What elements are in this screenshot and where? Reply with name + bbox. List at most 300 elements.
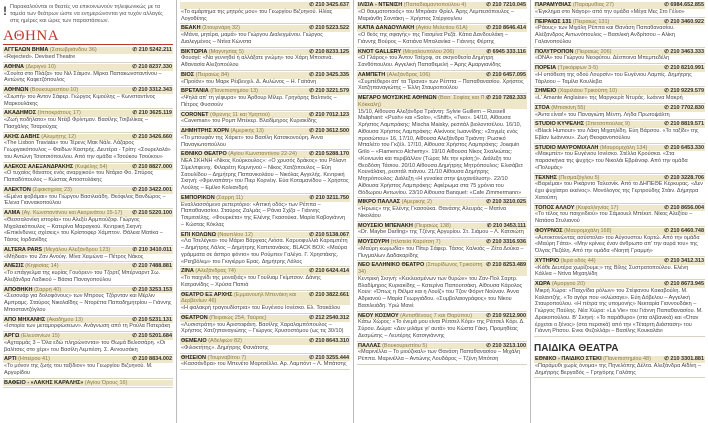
play-details: Εναλλασσόμενο ρεπερτόριο: «Αττική οδός» των Ρέππα – Παπαθανασίου. Σταύρος Ζαλμάς – Ράνια Σχίζα – Γιάννης Τσιμιτσέλης. «Φουρκέτα» της Ελένης Γκασούκα. Μαρία Καβογιάννη – Κώστας Κόκλας bbox=[181, 201, 345, 228]
theater-listing bbox=[534, 228, 705, 257]
phone-number: ✆ 210 3425.637 bbox=[309, 2, 349, 8]
listing-header bbox=[180, 88, 350, 95]
theater-listing bbox=[534, 88, 705, 104]
phone-number: ✆ 210 3253.153 bbox=[132, 286, 172, 293]
theater-name: ΒΙΟΣ bbox=[181, 71, 195, 78]
phone-number: ✆ 210 8834.002 bbox=[132, 356, 172, 363]
theater-name: ΠΟΛΥΤΡΟΠΟΝ bbox=[535, 48, 574, 55]
listing-header bbox=[3, 64, 173, 71]
theater-name: ΕΜΠΟΡΙΚΟΝ bbox=[181, 194, 215, 201]
theater-address: (Μεγαλουπόλου 206) bbox=[402, 48, 455, 55]
theater-address: (Πειραιώς 254, Ταύρος) bbox=[209, 314, 267, 321]
exclamation-icon: ! bbox=[3, 4, 7, 18]
column-2 bbox=[177, 0, 354, 423]
play-details: «Λα Τσελέγκα» του Μάριο Βάργκας Λιόσα. Καρυοφυλλιά Καραμπέτη – Δημήτρης Λάλος – Δημήτρης Καπετανάκος. BLACK BOX: «Μαύρα γράμματα σε άσπρο φόντο» του Ρούμπεν Γαλέγο. Γ. Χρηστάκης. «Ρεηβόλεμ» του Γκιγιέρμο Ερας. Δημήτρης Λάλος bbox=[181, 238, 348, 265]
theater-listing bbox=[3, 317, 173, 333]
listing-header bbox=[534, 105, 705, 112]
theater-name: KNOT GALLERY bbox=[358, 48, 402, 55]
theater-listing bbox=[534, 105, 705, 121]
play-details: «Λυσιστράτη» του Αριστοφάνη. Βασίλης Χαραλαμπόπουλος – Χρήστος Χατζηπαναγιώτης – Γιώργος Χρυσοστόμου (ως τις 30/10) bbox=[181, 321, 344, 335]
phone-number: ✆ 210 3612.500 bbox=[309, 128, 349, 134]
theater-listing bbox=[180, 292, 350, 314]
phone-number: ✆ 210 8233.125 bbox=[309, 48, 349, 55]
theater-name: ΠΑΛΛΑΣ bbox=[358, 342, 381, 349]
play-details: «Το μόνον της ζωής του ταξίδιον» του Γεωργίου Βιζυηνού. Μ. Αργυρίδου bbox=[4, 363, 153, 376]
theater-listing bbox=[3, 210, 173, 246]
phone-number: ✆ 210 6453.330 bbox=[664, 144, 704, 151]
theater-address: (Πεσμαζόγλου 5) bbox=[558, 174, 600, 181]
theater-name: ΘΕΜΕΛΙΟ bbox=[181, 338, 207, 344]
phone-number: ✆ 210 3316.936 bbox=[486, 239, 526, 245]
listing-header bbox=[357, 262, 527, 276]
listing-header bbox=[3, 333, 173, 340]
theater-name: ΚΑΤΙΑ ΔΑΝΔΟΥΛΑΚΗ bbox=[358, 25, 415, 32]
theater-name: ΤΕΧΝΗΣ bbox=[535, 174, 557, 181]
play-details: «Άντα είναι!» του Παναγιώτη Μέντη. Λήδα Πρωτοψάλτη bbox=[535, 111, 670, 118]
theater-listing bbox=[3, 87, 173, 109]
play-details: «Η φαλακρή τραγουδίστρια» του Ευγένιου Ιονέσκο. Ελ. Τσακάλου bbox=[181, 305, 341, 311]
phone-number: ✆ 210 3822.661 bbox=[309, 291, 349, 298]
listing-header bbox=[3, 380, 173, 387]
phone-number: ✆ 210 3426.660 bbox=[132, 133, 172, 140]
play-details: «Το παιχνίδι της μοναξιάς» του Γουίλιαμ Γκίμπσον. Δάνης Κατρανίδης – Χρύσα Παπιά bbox=[181, 275, 321, 288]
listing-header bbox=[180, 338, 350, 345]
phone-number: ✆ 210 3211.750 bbox=[309, 194, 349, 201]
theater-name: ΘΗΣΕΙΟΝ bbox=[181, 354, 206, 361]
theater-listing bbox=[357, 25, 527, 47]
theater-listing bbox=[180, 72, 350, 88]
theater-listing bbox=[3, 247, 173, 263]
theater-name: ΑΚΑΔΗΜΟΣ bbox=[4, 110, 37, 117]
theater-address: (Πειραιώς 131) bbox=[572, 18, 610, 25]
theater-name: ΤΟΠΟΣ ΑΛΛΟΥ bbox=[535, 204, 575, 211]
theater-address: (Πειραιώς 206) bbox=[575, 48, 612, 55]
theater-address: (Αμερικής 13) bbox=[230, 128, 264, 134]
theater-address: (Παραμυθίας 27) bbox=[572, 2, 614, 8]
theater-address: (Τουρναβίτου 7) bbox=[207, 354, 247, 361]
theater-address: (Αλεξάνδρας 74) bbox=[195, 268, 236, 275]
theater-name: ΑΛΜΑ bbox=[4, 210, 21, 216]
theater-listing bbox=[180, 49, 350, 71]
theater-name: ΔΗΜΗΤΡΗΣ ΧΟΡΝ bbox=[181, 128, 229, 134]
play-details: «Ο τυχαίος θάνατος ενός αναρχικού» του Ντάριο Φο. Σπύρος Παπαδόπουλος – Κώστας Αποστολάκης bbox=[4, 170, 154, 183]
phone-number: ✆ 210 3410.011 bbox=[132, 246, 172, 253]
phone-number: ✆ 210 7210.045 bbox=[486, 2, 526, 8]
play-details: «Αχταρμάς 3 – Όλα εδώ πληρώνονται» του Θωμά Βελισσάρη. «Οι βαλίτσες στο χέρι» του Βασίλη Λεμπέση. Σ. Αννουσάκη bbox=[4, 339, 166, 353]
phone-number: ✆ 210 5138.067 bbox=[309, 231, 349, 238]
theater-address: (Μαγνησίας 5) bbox=[208, 48, 244, 55]
theater-listing bbox=[357, 72, 527, 94]
phone-number: ✆ 210 5242.211 bbox=[132, 47, 172, 54]
phone-number: ✆ 210 8656.004 bbox=[664, 204, 704, 211]
theater-name: ΣΗΜΕΙΟ bbox=[535, 88, 557, 95]
theater-name: ALTERA PARS bbox=[4, 246, 43, 253]
theater-address: (Σαρρή 11) bbox=[216, 194, 243, 201]
phone-number: ✆ 210 7012.123 bbox=[309, 111, 349, 118]
theater-listing bbox=[357, 262, 527, 311]
theater-listing bbox=[180, 128, 350, 150]
theater-address: (Αγίου Όρους 16) bbox=[84, 379, 128, 386]
listing-header bbox=[180, 151, 350, 158]
theater-name: ΒΙΚΤΩΡΙΑ bbox=[181, 48, 208, 55]
phone-number: ✆ 6945 333.116 bbox=[486, 48, 526, 55]
theater-name: ΕΠΙ ΚΟΛΩΝΩ bbox=[181, 231, 217, 238]
listing-header bbox=[3, 210, 173, 217]
theater-address: (Αντισθένους 7 και Θαρύπου) bbox=[400, 312, 473, 319]
theater-listing bbox=[3, 110, 173, 132]
theater-address: (Πανεπιστημίου 48) bbox=[603, 356, 651, 362]
theater-address: (Ναυπλίου 12) bbox=[217, 231, 253, 238]
play-details: «Μάνα, μητέρα, μαμά» του Γιώργου Διαλεγμένου. Γιώργος Διαλεγμένος – Ντίνα Κώνστα bbox=[181, 32, 323, 45]
play-details: «Σιωπή» του Αντον Σάφερ. Γιώργος Κιμούλης – Κωνσταντίνος Μαρκουλάκης bbox=[4, 93, 156, 107]
listing-header bbox=[357, 95, 527, 109]
theater-address: (Χαριλάου Τρικούπη 10) bbox=[557, 88, 618, 95]
theater-listing bbox=[3, 356, 173, 378]
theater-address: (Πειραιώς 84) bbox=[195, 71, 230, 78]
phone-number: ✆ 210 5223.522 bbox=[309, 25, 349, 32]
phone-number: ✆ 210 8819.571 bbox=[664, 121, 704, 128]
theater-name: ΠΟΡΕΙΑ bbox=[535, 65, 557, 71]
theater-address: (Αγίου Μελετίου 61Α) bbox=[415, 25, 468, 32]
listing-header bbox=[3, 47, 173, 54]
theater-listing bbox=[180, 355, 350, 371]
play-details: «Το αμάρτημα της μητρός μου» του Γεωργίου Βιζυηνού. Ηλίας Λογοθέτης bbox=[181, 8, 333, 22]
theater-listing bbox=[357, 239, 527, 261]
theater-listing bbox=[534, 205, 705, 227]
phone-number: ✆ 210 3422.001 bbox=[132, 186, 172, 193]
theater-address: (Ελευσινίων 15) bbox=[20, 333, 60, 339]
play-details: «Μαρινέλλα – Το μιούζικαλ» των Θανάση Παπαθανασίου – Μιχάλη Ρέππα. Μαρινέλλα – Αντώνης Λουδάρος – Τζένη Μπότση bbox=[358, 349, 521, 362]
theater-listing bbox=[534, 145, 705, 174]
phone-number: ✆ 210 3463.333 bbox=[664, 48, 704, 55]
city-heading: ΑΘΗΝΑ bbox=[3, 28, 173, 45]
play-details: Μικρή Χώρα: «Παιχνίδια ρόλων» του Στέφανου Κακαβούλη. Μ. Καλαντζής. «Το αγόρι που «κλώσαγε». Εύη Δόβελου – Αγγελική Σταυροπούλου. «Η πέτρα της υπομονής» Νεκταρία Γιαννουδάκη – Γιώργος Παύλης. Νέα Χώρα: «La Vie» του Γιάννη Παπαθανασίου. Μ. Δρακοπούλου. Β' Σκηνή: «Το παράθυρο» (στα αλβανικά) και «Όταν έρχεται ο ξένος» (στα περσικά) από την «Τέταρτη Διάσταση» του Γιάννη Ρίτσου. Ενκε Φεζολλάρι – Βασίλης Κουκαλάνι bbox=[535, 287, 703, 335]
listing-header bbox=[534, 2, 705, 9]
theater-listing bbox=[357, 223, 527, 239]
theater-listing bbox=[357, 95, 527, 198]
phone-number: ✆ 210 5231.131 bbox=[132, 316, 172, 323]
theater-name: ΑΡΤΙ bbox=[4, 356, 17, 363]
theater-address: (Αγίου Κωνσταντίνου 22-24) bbox=[228, 151, 297, 158]
theater-name: ΖΙΝΑ bbox=[181, 268, 194, 275]
phone-number: ✆ 210 3460.922 bbox=[664, 18, 704, 25]
theater-name: ΑΛΕΚΟΣ ΑΛΕΞΑΝΔΡΑΚΗΣ bbox=[4, 163, 74, 170]
theater-listing bbox=[3, 134, 173, 163]
theater-listing bbox=[3, 287, 173, 316]
play-details: «Συμπέθεροι απ' τα Τίρανα» των Ρέππα – Παπαθανασίου. Χρήστος Χατζηπαναγιώτης – Έλλη Σταυροπούλου bbox=[358, 78, 524, 92]
theater-listing bbox=[357, 313, 527, 342]
listing-header bbox=[3, 187, 173, 194]
phone-number: ✆ 210 9229.579 bbox=[664, 88, 704, 95]
phone-number: ✆ 210 3453.111 bbox=[486, 222, 526, 229]
play-details: «Το μπουφάν της Χάριετ» του Βασίλη Κατσικονούρη. Άννα Παναγιωτοπούλου bbox=[181, 134, 323, 148]
play-details: «L' Amante Anglaise» της Μαργκερίτ Ντυράς. Ιωάννα Μακρή bbox=[535, 95, 683, 101]
phone-number: ✆ 210 8210.991 bbox=[664, 65, 704, 71]
play-details: Κεντρική Σκηνή: «Κεκλεισμένων των θυρών» του Ζαν-Πολ Σαρτρ. Βλαδίμηρος Κυριακίδης – Κατερίνα Παπουτσάκη. Αίθουσα Κάρολος Κουν: «Όπως η Θέλμα και η Λουίζ» του Τζον Φόρντ Νούναν. Άννα Αδριανού – Μαρία Γεωργιάδου. «Συμβολαιογράφος» του Νίκου Βασιλειάδη. Υρώ Μανέ bbox=[358, 275, 523, 309]
phone-number: ✆ 210 8643.310 bbox=[309, 338, 349, 344]
theater-name: ΒΕΑΚΗ bbox=[181, 25, 201, 32]
theater-address: (Αμερικής 2) bbox=[401, 199, 432, 206]
play-details: «Βαριέμαι» του Ρικάρντο Ταλεσνίκ. Από το ΔΗΠΕΘΕ Κέρκυρας. «Δεν έχει ψυχίατρο εκείνος». Μονόλογος της Γερτρούδης Στάιν. Δήμητρα Χατούπη bbox=[535, 181, 703, 201]
phone-number: ✆ 210 3425.335 bbox=[309, 71, 349, 78]
theater-listing bbox=[357, 2, 527, 24]
theater-listing bbox=[3, 380, 173, 389]
theater-name: ΕΘΝΙΚΟ ΘΕΑΤΡΟ bbox=[181, 151, 227, 158]
theater-listing bbox=[534, 19, 705, 48]
column-1 bbox=[0, 0, 177, 423]
play-details: «Παράμυθι χωρίς όνομα» της Πηνελόπης Δέλτα. Αλεξάνδρα Αϊδίνη – Δημήτρης Βεργαδός – Γρηγόρης Γαλάτης bbox=[535, 362, 702, 376]
theater-listing bbox=[180, 315, 350, 337]
play-details: «The Lisbon Traviata» του Τέρενς Μακ Νάλι. Λάζαρος Γεωργακόπουλος – Φαίδων Καστρής. Δευτέρα - Τρίτη: «Σουρελαλά» του Αντώνη Τσιοτσιόπουλου. Από την ομάδα «Τσούκου Τσούκου» bbox=[4, 140, 171, 160]
phone-number: ✆ 210 6457.095 bbox=[486, 71, 526, 78]
phone-number: ✆ 210 6424.414 bbox=[309, 268, 349, 275]
play-details: «Dr. Maybe Darling» της Τζένης Αργυρίου. Στ. Σιάμου – Λ. Κατσιώτη bbox=[358, 229, 524, 236]
play-details: «Προίόν» του Μαρκ Ρέιβενχιλ. Δ. Αυλώνος – Η. Γαϊτάνη bbox=[181, 78, 317, 85]
theater-listing bbox=[3, 187, 173, 209]
play-details: «Ο θαυματοποιός» του Μπράιαν Φρίελ. Άρης Λεμπεσόπουλος – Μαριάνθη Σοντάκη – Χρήστος Στέργιογλου bbox=[358, 8, 514, 22]
play-details: «Ο Γλάρος» του Άντον Τσέχοφ, σε σκηνοθεσία Δημήτρη Σανθόπουλου. Αγγελική Παπαθεμελή – Άρης Αμαργιανίδης bbox=[358, 55, 502, 68]
theater-address: (Κηφισίας 14) bbox=[25, 263, 59, 270]
theater-listing bbox=[357, 343, 527, 365]
theater-name: ΘΕΑΤΡΟΝ bbox=[181, 314, 208, 321]
theater-name: ΑΘΗΝΩΝ bbox=[4, 87, 29, 93]
theater-address: (Μεγάλου Αλεξάνδρου 123) bbox=[43, 246, 111, 253]
play-details: «Ράους» των Μιχάλη Ρέππα και Θανάση Παπαθανασίου. Αλέξανδρος Αντωνόπουλος – Βασιλική Ανδρίτσου – Αλίκη Γαλανοπούλου bbox=[535, 25, 675, 45]
play-details: «Ζωή ποδήλατο» του Ντέιβ Φρίντμαν. Βασίλης Τσιβιλίκας – Πασχάλης Τσαρούχας bbox=[4, 117, 148, 130]
play-details: «Black Humour» του Λάκη Μιχαηλίδη. Εύη Βάρσου. «Το ταξίδι» της Εβίαν Ιωάννου». Ζωή Θεοφανοπούλου bbox=[535, 128, 699, 141]
theater-address: (Τρικόρφων 3-5) bbox=[557, 65, 598, 71]
theater-address: (Ιερά οδός 44) bbox=[560, 257, 596, 264]
theater-address: (Σατωβριάνδου 36) bbox=[49, 47, 97, 54]
phone-number: ✆ 210 8646.414 bbox=[486, 25, 526, 32]
listing-header bbox=[357, 2, 527, 9]
listing-header bbox=[180, 72, 350, 79]
listing-header bbox=[357, 25, 527, 32]
theater-address: (Ηπείρου 41) bbox=[18, 356, 51, 363]
play-details: «DNA» του Γιώργου Νεοφύτου. Δέσποινα Μπεμπεδέλη bbox=[535, 55, 670, 62]
play-details: «Το επάγγελμα της κυρίας Γουόρεν» του Τζορτζ Μπέρναρντ Σω. Αλεξάνδρα Λαδικού – Βάσια Παναγοπούλου bbox=[4, 270, 161, 283]
listing-header bbox=[3, 356, 173, 363]
theater-address: (Παπαδιαμαντοπούλου 4) bbox=[403, 2, 467, 8]
theater-address: (Μαυρομιχάλη 134) bbox=[599, 144, 648, 151]
listing-header bbox=[180, 195, 350, 202]
theater-address: (Μπισκίνη 55) bbox=[551, 104, 586, 111]
listing-header bbox=[3, 110, 173, 117]
theater-listing bbox=[180, 112, 350, 128]
play-details: «Κάθε Δευτέρα χωρίζουμε;» της Βίλης Συστρατοπούλου. Ελένη Κάλλια – Ντίνα Μιχαηλίδη bbox=[535, 264, 689, 278]
phone-number: ✆ 6984.652.855 bbox=[664, 2, 704, 8]
theater-address: (Αγ. Κωνσταντίνου και Ακομινάτου 15-17) bbox=[21, 210, 123, 216]
theater-address: (Εμμανουήλ Μπενάκη και Δερβενίων 46) bbox=[181, 291, 297, 305]
theater-listing bbox=[534, 65, 705, 87]
theater-listing bbox=[3, 164, 173, 186]
play-details: Κάτω Χώρος: «Το ένεμά μου είναι Ρέιτσελ Κόρι» της Ρέιτσελ Κόρι. Δ. Σύρου. Δώμα: «Δεν μιλάμε γι' αυτά» του Κώστα Γάκη. Προμηθέας Δεσμώτης – Λευτέρης Κατσιγιάννης bbox=[358, 319, 525, 339]
theater-name: ΕΘΝΙΚΟ - ΠΑΙΔΙΚΟ ΣΤΕΚΙ bbox=[535, 356, 602, 362]
theater-name: STUDIO ΚΥΨΕΛΗΣ bbox=[535, 121, 585, 128]
theater-listing bbox=[3, 333, 173, 355]
phone-number: ✆ 210 3213.100 bbox=[486, 342, 526, 349]
theater-name: CORONET bbox=[181, 111, 209, 118]
phone-number: ✆ 210 9212.900 bbox=[486, 312, 526, 319]
theater-listing bbox=[180, 195, 350, 231]
listing-header bbox=[3, 87, 173, 94]
phone-number: ✆ 210 8673.945 bbox=[664, 281, 704, 287]
phone-number: ✆ 212 2540.312 bbox=[309, 314, 349, 321]
notice-text: Παρακαλούνται οι θεατές να επικοινωνούν τηλεφωνικώς με τα ταμεία των θεάτρων ώστε να ενημερώνονται για τυχόν αλλαγές στις ημέρες και ώρες των παραστάσεων. bbox=[10, 4, 163, 24]
theater-name: ΑΝΕΣΙΣ bbox=[4, 263, 24, 270]
listing-header bbox=[180, 25, 350, 32]
theater-name: ΑΓΓΕΛΩΝ ΒΗΜΑ bbox=[4, 47, 49, 54]
theater-address: (πλατεία Καρύτση 7) bbox=[390, 239, 441, 245]
phone-number: ✆ 210 3210.025 bbox=[486, 199, 526, 206]
listing-header bbox=[180, 315, 350, 322]
phone-number: ✆ 210 3228.706 bbox=[664, 174, 704, 181]
play-details: «Θεσσαλονίκη ιστορία» του Αλεξέι Αρμπούζοφ. Γιώργος Μιχαλακόπουλος – Κατερίνα Μαραγκού. Κεντρική Σκηνή: «Επικίνδυνες σχέσεις» του Κρίστοφερ Χάμπτον. Θάλεια Ματίκα – Τάσος Ιορδανίδης bbox=[4, 216, 163, 243]
theater-listing bbox=[534, 121, 705, 143]
theater-name: ΑΘΗΝΑ bbox=[4, 63, 25, 70]
theater-address: (Σπετσοπούλας 9) bbox=[585, 121, 630, 128]
play-details: «Ο θεός της σφαγής» της Γιασμίνα Ρεζά. Κάτια Δανδουλάκη – Γιάννης Βούρος – Κατιάνα Μπαλανίκα – Γιάννης Φέρτης bbox=[358, 32, 509, 45]
kids-theaters-heading: ΠΑΙΔΙΚΑ ΘΕΑΤΡΑ bbox=[534, 343, 619, 354]
play-details: «Σεσουάρ για δολοφόνους» των Μπρους Τζόρνταν και Μέρλιν Αμπραμς. Σταύρος Νικολαΐδης – Ντορέττα Παπαδημητρίου – Γιάννης Μποσταντζόγλου bbox=[4, 293, 172, 313]
play-details: «Ψηλά απ' τη γέφυρα» του Άρθουρ Μίλερ. Γρηγόρης Βαλτινός – Πέτρος Φυσσούν bbox=[181, 95, 337, 108]
listing-header bbox=[534, 121, 705, 128]
theater-address: (Κεφαλληνίας 17) bbox=[575, 204, 619, 211]
phone-number: ✆ 210 8237.330 bbox=[132, 63, 172, 70]
theater-name: ΙΛΙΣΙΑ - ΝΤΕΝΙΣΗ bbox=[358, 2, 403, 8]
theater-listing bbox=[534, 175, 705, 204]
play-details: «Φιλοκτήτης». Δημήτρης Φανιάτσης bbox=[181, 344, 269, 351]
play-details: «Μαύρη κωμωδία» του Πίτερ Σάφερ. Τάσος Χαλκιάς – Ζέτα Δούκα – Πυγμαλίων Δαδακαρίδης bbox=[358, 245, 524, 259]
column-4 bbox=[531, 0, 708, 423]
theater-name: ΝΕΟ ΕΛΛΗΝΙΚΟ ΘΕΑΤΡΟ bbox=[358, 262, 425, 269]
theater-name: ΜΟΥΣΕΙΟ ΜΠΕΝΑΚΗ bbox=[358, 222, 413, 229]
phone-number: ✆ 210 5201.684 bbox=[132, 333, 172, 339]
theater-listing bbox=[3, 64, 173, 86]
theater-address: (Βουκουρεστίου 10) bbox=[29, 87, 79, 93]
phone-number: ✆ 210 7488.881 bbox=[132, 263, 172, 270]
theater-address: (Κυψέλης 54) bbox=[74, 163, 108, 170]
listing-header bbox=[180, 292, 350, 306]
theater-address: (Βασ. Σοφίας και Π. Κόκκαλη) bbox=[358, 95, 486, 108]
play-details: «Έγκλημα στο Νάγορ» από την ομάδα «Μέγα Μες Στο Γέλιο» bbox=[535, 8, 685, 15]
theater-address: (Ακαδήμου 13) bbox=[46, 316, 83, 323]
theater-listing bbox=[180, 151, 350, 194]
theater-address: (Στουρνάρη 32) bbox=[202, 25, 240, 32]
theater-name: ΛΑΜΠΕΤΗ bbox=[358, 71, 386, 78]
theater-listing bbox=[357, 199, 527, 221]
listing-header bbox=[534, 258, 705, 265]
theater-name: ΦΟΥΡΝΟΣ bbox=[535, 227, 563, 234]
play-details: «Μακμπέτ» του Ευγένιου Ιονέσκο. Στέλλα Κρούσκα. «Στα παρασκήνια της ψυχής» του Νικολάι Εβρέινοφ. Από την ομάδα «Πολυμάς» bbox=[535, 151, 688, 171]
listing-header bbox=[357, 72, 527, 79]
theater-listing bbox=[180, 338, 350, 354]
theater-listing bbox=[534, 2, 705, 18]
theater-address: (Φρύνης 11 και Υμηττού) bbox=[210, 111, 270, 118]
play-details: «Ιστορία των μεταμορφώσεων». Ανάγνωση από τη Ρούλα Πατεράκη bbox=[4, 323, 171, 330]
theater-name: ΠΑΡΑΜΥΘΙΑΣ bbox=[535, 2, 572, 8]
theater-address: (Πειραιώς 138) bbox=[414, 222, 451, 229]
listing-header bbox=[180, 128, 350, 135]
theater-name: ΒΑΦΕΙΟ - «ΛΑΚΗΣ ΚΑΡΑΛΗΣ» bbox=[4, 379, 84, 386]
phone-number: ✆ 210 8827.000 bbox=[132, 163, 172, 170]
theater-name: ΧΥΤΗΡΙΟ bbox=[535, 257, 560, 264]
theater-name: ΑΚΗΣ ΔΑΒΗΣ bbox=[4, 133, 40, 140]
phone-number: ✆ 210 6460.748 bbox=[664, 227, 704, 234]
play-details: «Εμένα φοβάμαι» του Γιώργου Βασιλειάδη. Θεόφιλος Βανδώρος – Έλενα Γιαννακοπούλου bbox=[4, 193, 166, 207]
play-details: «Η υπόθεση της οδού Λουρσίν» του Ευγένιου Λαμπίς. Δημήτρης Τάρλοου – Ταμίλα Κουλίεβα bbox=[535, 71, 692, 85]
theater-name: ΝΕΟΥ ΚΟΣΜΟΥ bbox=[358, 312, 399, 319]
theater-listing bbox=[180, 25, 350, 47]
listing-header bbox=[357, 199, 527, 206]
play-details: «Αυτοκτονώντας ασύστολα» του Αύγουστου Κορτώ. Από την ομάδα «Μαύρη Γάτα». «Μην κρίνεις έναν άνθρωπο απ' την αυρά του» της Όλγας Πεζάλη. Από την ομάδα «Νοητή Γραμμή» bbox=[535, 234, 700, 254]
play-details: ΝΕΑ ΣΚΗΝΗ «Νίκος Κούρκουλος»: «Ο χρυσός δράκος» του Ρόλαντ Σίμελπφενιχ. Φιλαρέτη Κομνηνού – Νίκος Χατζόπουλος – Εύη Σαουλίδου – Δημήτρης Παπανικολάου – Νικόλας Αγγελής. Κεντρική Σκηνή: «Φρεναπάτη» του Πιερ Κορνέιγ. Εύα Κοταμανίδου – Χρήστος Λούλης – Εμίλιο Κολιανδρή bbox=[181, 158, 349, 191]
theater-address: (Πανεπιστημίου 13) bbox=[210, 88, 259, 95]
theater-listing bbox=[180, 2, 350, 24]
phone-number: ✆ 210 3412.313 bbox=[664, 257, 704, 264]
theater-name: ΧΩΡΑ bbox=[535, 281, 551, 287]
theater-address: (Ιπποκράτους 17) bbox=[37, 110, 81, 117]
listing-header bbox=[534, 228, 705, 235]
theater-listing bbox=[180, 88, 350, 110]
phone-number: ✆ 210 8253.489 bbox=[486, 262, 526, 269]
theater-name: STUDIO ΜΑΥΡΟΜΙΧΑΛΗ bbox=[535, 144, 599, 151]
listing-header bbox=[180, 268, 350, 275]
theater-name: ΑΡΓΩ bbox=[4, 333, 20, 339]
listing-header bbox=[357, 239, 527, 246]
listing-header bbox=[3, 247, 173, 254]
theater-listing bbox=[357, 49, 527, 71]
theater-address: (Αλεξάνδρας 106) bbox=[386, 71, 431, 78]
play-details: «Το τέλος του παιχνιδιού» του Σάμιουελ Μπέκετ. Νίκος Αλεξίου – Νατάσα Στυλιανού bbox=[535, 211, 693, 224]
phone-number: ✆ 210 3301.881 bbox=[664, 356, 704, 362]
phone-number: ✆ 210 5220.100 bbox=[132, 210, 172, 216]
theater-listing bbox=[3, 263, 173, 285]
theater-address: (Αδελφών 82) bbox=[208, 338, 242, 344]
play-details: «Μήδεια» του Ζαν Ανούιγ. Μίνα Χειμώνα – Πέτρος Νάκος bbox=[4, 253, 144, 260]
phone-number: ✆ 210 3625.119 bbox=[132, 110, 172, 117]
theater-listing bbox=[180, 268, 350, 290]
theater-name: ΠΕΙΡΑΙΩΣ 131 bbox=[535, 18, 572, 25]
theater-name: ΒΡΕΤΑΝΙΑ bbox=[181, 88, 209, 95]
phone-number: ✆ 210 3221.579 bbox=[309, 88, 349, 95]
column-3 bbox=[354, 0, 531, 423]
theater-address: (Βουκουρεστίου 5) bbox=[382, 342, 428, 349]
play-details: 15/10, Αίθουσα Αλεξάνδρα Τριάντη: Sylvie Guillem – Russell Maliphant: «Push» και «Solo», «Shift», «Two». 14/10, Αίθουσα Χρήστος Λαμπράκης: Mischa Maisky, ρεσιτάλ βιολοντσέλου. 16/10, Αίθουσα Χρήστος Λαμπράκης: Αλκίνοος Ιωαννίδης: «Στιγμές ενός προσώπου» 16, 17/10, Αίθουσα Αλεξάνδρα Τριάντη: Ρωσικό Μπαλέτο του Γκζέλ. 17/10, Αίθουσα Χρήστος Λαμπράκης: Joaquin Grilo – «Flamenco Alchemy». 19/10 Αίθουσα Νίκος Σκαλκώτας: «Κοινωνία και περιβάλλον (Τώρα; Με την κρίση;)». Διάλεξη του Θεοδόση Τάσιου. 20/10 Αίθουσα Δημήτρης Μητρόπουλος: Ελισάβετ Κουνάλάκη, ρεσιτάλ πιάνου. 21/10 Αίθουσα Δημήτρης Μητρόπουλος: Διάλεξη «Η γυναίκα στην ψυχανάλυση». 22/10 Αίθουσα Χρήστος Λαμπράκης: Αφιέρωμα στα 75 χρόνια του Θόδωρου Αντωνίου. 23/10 Αίθουσα Banquet: «Cafe Zimmermann» bbox=[358, 108, 523, 196]
phone-number: ✆ 210 7702.830 bbox=[664, 104, 704, 111]
play-details: «Caveman» του Ρομπ Μπέκερ. Βλαδίμηρος Κυριακίδης bbox=[181, 118, 317, 125]
phone-number: ✆ 210 5288.170 bbox=[309, 151, 349, 158]
theater-name: ΘΕΑΤΡΟ ΕΞ ΑΡΧΗΣ bbox=[181, 291, 233, 298]
listing-header bbox=[180, 2, 350, 9]
play-details: Φουαγέ: «Να γεννηθεί ή αλλάξατε γνώμη» του Χάρη Μποσινά. Αθανασία Αλεξοπούλου bbox=[181, 55, 333, 68]
phone-number: ✆ 210 7282.333 bbox=[486, 95, 526, 101]
theater-listing bbox=[180, 232, 350, 268]
notice bbox=[3, 4, 173, 24]
play-details: «Rejected». Devised Theatre bbox=[4, 54, 76, 60]
theater-listing bbox=[534, 356, 705, 378]
listing-header bbox=[534, 281, 705, 288]
play-details: «Ήρωες» της Ελένης Γκασούκα. Θανάσης Αλευράς – Ματίνα Νικολάου bbox=[358, 206, 507, 219]
theater-name: ΜΟΥΣΟΥΡΗ bbox=[358, 239, 390, 245]
play-details: «Σουίτα στο Πλάζα» του Νιλ Σάιμον. Μίρκα Παπακωνσταντίνου – Αντώνης Καφετζόπουλος bbox=[4, 70, 162, 84]
theater-address: (Σπυρίδωνος Τρικούπη 34) bbox=[358, 262, 483, 275]
listing-header bbox=[534, 65, 705, 72]
theater-listing bbox=[3, 47, 173, 63]
theater-address: (Αλυμήτης 12) bbox=[41, 133, 76, 140]
theater-address: (Σφακτηρίας 23) bbox=[32, 186, 72, 193]
theater-listing bbox=[534, 258, 705, 280]
